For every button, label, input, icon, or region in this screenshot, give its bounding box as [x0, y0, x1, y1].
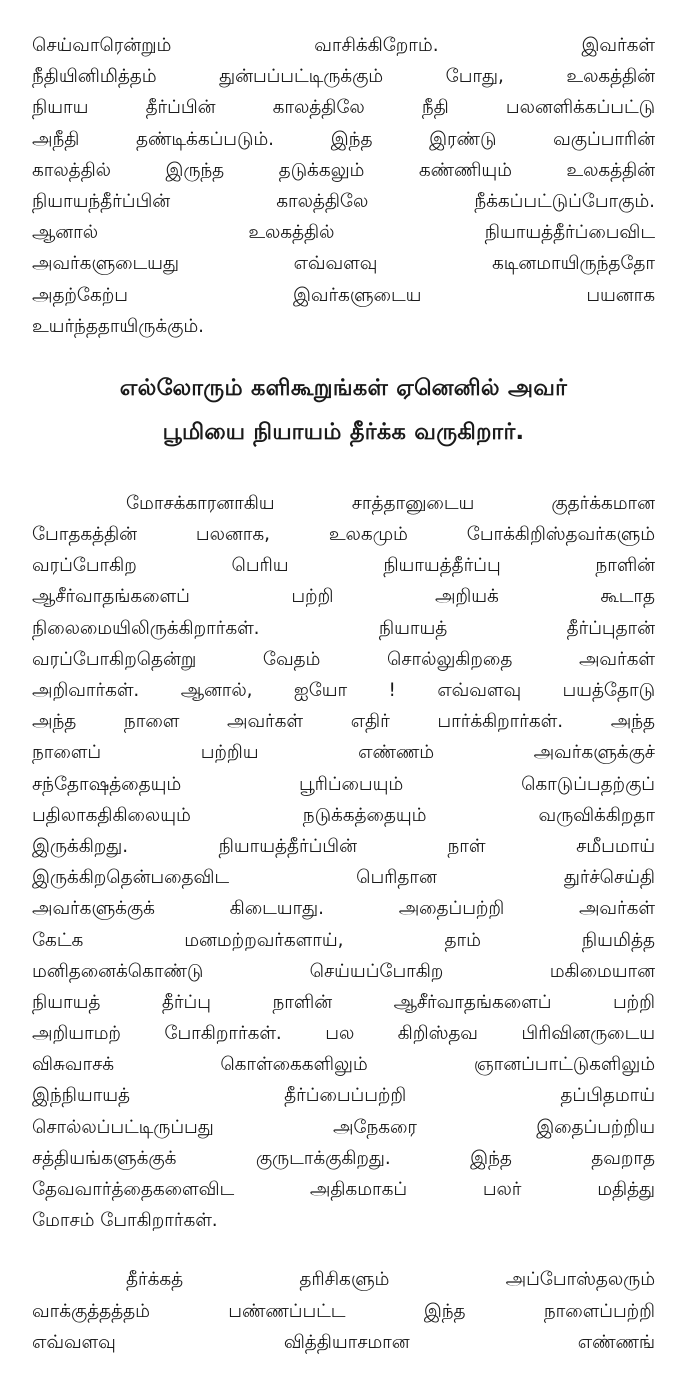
heading-line: பூமியை நியாயம் தீர்க்க வருகிறார்.: [162, 418, 525, 445]
text-line: காலத்தில் இருந்த தடுக்கலும் கண்ணியும் உலகத்தின்: [32, 159, 655, 181]
text-line: அநீதி தண்டிக்கப்படும். இந்த இரண்டு வகுப்பாரின்: [32, 128, 655, 150]
text-line: ஆசீர்வாதங்களைப் பற்றி அறியக் கூடாத: [32, 586, 655, 608]
text-line: அவர்களுக்குக் கிடையாது. அதைப்பற்றி அவர்கள்: [32, 898, 655, 920]
paragraph-1: [32, 30, 655, 342]
paragraph-3: [32, 1264, 655, 1358]
text-line: இருக்கிறது. நியாயத்தீர்ப்பின் நாள் சமீபமாய்: [32, 835, 655, 857]
text-line: மனிதனைக்கொண்டு செய்யப்போகிற மகிமையான: [32, 960, 655, 982]
text-line: அறிவார்கள். ஆனால், ஐயோ ! எவ்வளவு பயத்தோடு: [32, 680, 655, 701]
text-line: இந்நியாயத் தீர்ப்பைப்பற்றி தப்பிதமாய்: [32, 1085, 655, 1107]
text-line: அதற்கேற்ப இவர்களுடைய பயனாக: [32, 284, 655, 306]
text-line: இருக்கிறதென்பதைவிட பெரிதான துர்ச்செய்தி: [32, 867, 655, 889]
text-line: சந்தோஷத்தையும் பூரிப்பையும் கொடுப்பதற்குப்: [32, 773, 655, 795]
text-line: தீர்க்கத் தரிசிகளும் அப்போஸ்தலரும்: [126, 1269, 655, 1291]
text-line: அறியாமற் போகிறார்கள். பல கிறிஸ்தவ பிரிவினருடைய: [32, 1023, 655, 1045]
text-line: சொல்லப்பட்டிருப்பது அநேகரை இதைப்பற்றிய: [32, 1116, 655, 1138]
text-line: அந்த நாளை அவர்கள் எதிர் பார்க்கிறார்கள். அந்த: [32, 711, 655, 733]
section-heading: [32, 366, 655, 454]
text-line: வாக்குத்தத்தம் பண்ணப்பட்ட இந்த நாளைப்பற்றி: [32, 1300, 655, 1322]
text-line: போதகத்தின் பலனாக, உலகமும் போக்கிறிஸ்தவர்களும்: [32, 524, 655, 546]
text-line: எவ்வளவு வித்தியாசமான எண்ணங்: [32, 1331, 655, 1353]
heading-line: எல்லோரும் களிகூறுங்கள் ஏனெனில் அவர்: [119, 374, 568, 401]
text-line: சத்தியங்களுக்குக் குருடாக்குகிறது. இந்த தவறாத: [32, 1147, 655, 1169]
text-line: பதிலாகதிகிலையும் நடுக்கத்தையும் வருவிக்கிறதா: [32, 804, 655, 826]
text-line: கேட்க மனமற்றவர்களாய், தாம் நியமித்த: [32, 929, 655, 951]
text-line: விசுவாசக் கொள்கைகளிலும் ஞானப்பாட்டுகளிலும்: [32, 1054, 655, 1076]
text-line: நியாய தீர்ப்பின் காலத்திலே நீதி பலனளிக்கப்பட்டு: [32, 97, 655, 119]
text-line: மோசக்காரனாகிய சாத்தானுடைய குதர்க்கமான: [126, 492, 655, 514]
text-line: அவர்களுடையது எவ்வளவு கடினமாயிருந்ததோ: [32, 253, 655, 275]
text-line: தேவவார்த்தைகளைவிட அதிகமாகப் பலர் மதித்து: [32, 1179, 655, 1200]
paragraph-2: [32, 488, 655, 1237]
text-line: வரப்போகிறதென்று வேதம் சொல்லுகிறதை அவர்கள்: [32, 648, 655, 670]
text-line: நிலைமையிலிருக்கிறார்கள். நியாயத் தீர்ப்புதான்: [32, 617, 655, 639]
text-line: நாளைப் பற்றிய எண்ணம் அவர்களுக்குச்: [32, 742, 655, 764]
text-line: நீதியினிமித்தம் துன்பப்பட்டிருக்கும் போது, உலகத்தின்: [32, 66, 655, 88]
text-line: ஆனால் உலகத்தில் நியாயத்தீர்ப்பைவிட: [32, 222, 655, 244]
text-line: மோசம் போகிறார்கள்.: [32, 1210, 218, 1232]
text-line: உயர்ந்ததாயிருக்கும்.: [32, 315, 204, 337]
text-line: வரப்போகிற பெரிய நியாயத்தீர்ப்பு நாளின்: [32, 555, 655, 577]
text-line: செய்வாரென்றும் வாசிக்கிறோம். இவர்கள்: [32, 35, 655, 56]
text-line: நியாயத் தீர்ப்பு நாளின் ஆசீர்வாதங்களைப் பற்றி: [32, 991, 655, 1013]
text-line: நியாயந்தீர்ப்பின் காலத்திலே நீக்கப்பட்டுப்போகும்.: [32, 190, 655, 212]
